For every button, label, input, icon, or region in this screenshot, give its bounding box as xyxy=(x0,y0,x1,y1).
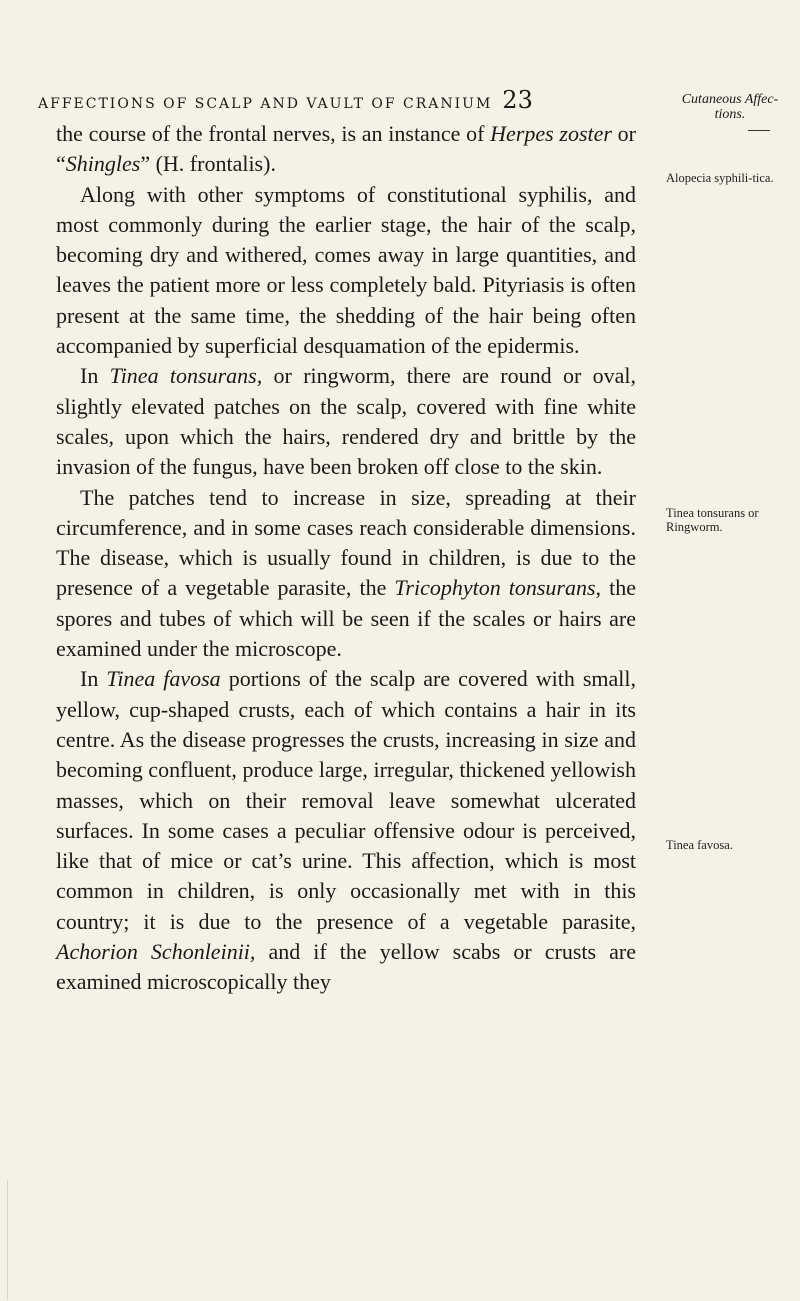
text-run: ” (H. frontalis). xyxy=(140,151,276,177)
text-run: and if the yellow scabs or crusts are examined microscopically they xyxy=(56,939,636,995)
side-note-tinea-tonsurans: Tinea tonsurans or Ringworm. xyxy=(666,506,759,534)
italic-term: Tinea favosa xyxy=(106,666,221,692)
paragraph-2: Along with other symptoms of constitutional syphilis, and most commonly during the earlier stage, the hair of the scalp, becoming dry and withered, comes away in large quantities, and leaves the patient more or less completely bald. Pityriasis is often present at the same time, the shedding of the hair being often accompanied by superficial desquamation of the epidermis. xyxy=(56,181,636,359)
side-note-tinea-favosa: Tinea favosa. xyxy=(666,838,733,852)
italic-term: Herpes zoster xyxy=(490,121,612,146)
paragraph-1 xyxy=(56,119,636,180)
margin-section-title: Cutaneous Affec-tions. xyxy=(681,92,779,122)
running-title: AFFECTIONS OF SCALP AND VAULT OF CRANIUM xyxy=(38,96,493,112)
text-run: portions of the scalp are covered with small, yellow, cup-shaped crusts, each of which contains a hair in its centre. As the disease progresses the crusts, increasing in size and becoming confluent, produce large, irregular, thickened yellowish masses, which on their removal leave somewhat ulcerated surfaces. In some cases a peculiar offensive odour is perceived, like that of mice or cat’s urine. This affection, which is most common in children, is only occasionally met with in this country; it is due to the presence of a vegetable parasite, xyxy=(56,666,636,934)
page-number: 23 xyxy=(502,86,533,114)
paragraph-5 xyxy=(56,664,636,997)
text-run: or “ xyxy=(56,121,637,177)
italic-term: Tricophyton tonsurans, xyxy=(394,575,602,601)
text-run: the course of the frontal nerves, is an instance of xyxy=(56,121,491,146)
italic-term: Achorion Schonleinii, xyxy=(56,939,256,965)
text-run: In xyxy=(80,363,110,389)
running-header xyxy=(38,86,533,114)
text-run: or ringworm, there are round or oval, slightly elevated patches on the scalp, covered with fine white scales, upon which the hairs, rendered dry and brittle by the invasion of the fungus, have been broken off close to the skin. xyxy=(56,363,636,480)
paragraph-3 xyxy=(56,361,636,482)
italic-term: Shingles xyxy=(65,151,141,177)
side-note-alopecia: Alopecia syphili-tica. xyxy=(666,171,774,185)
italic-term: Tinea tonsurans, xyxy=(109,363,263,389)
page-body xyxy=(56,119,636,998)
text-run: the spores and tubes of which will be seen if the scales or hairs are examined under the microscope. xyxy=(56,575,636,662)
text-run: In xyxy=(80,666,107,692)
text-run: The patches tend to increase in size, spreading at their circumference, and in some cases reach considerable dimensions. The disease, which is usually found in children, is due to the presence of a vegetable parasite, the xyxy=(56,484,636,601)
paragraph-4 xyxy=(56,483,636,665)
page-edge-shadow xyxy=(7,1180,8,1300)
margin-dash xyxy=(748,130,770,131)
